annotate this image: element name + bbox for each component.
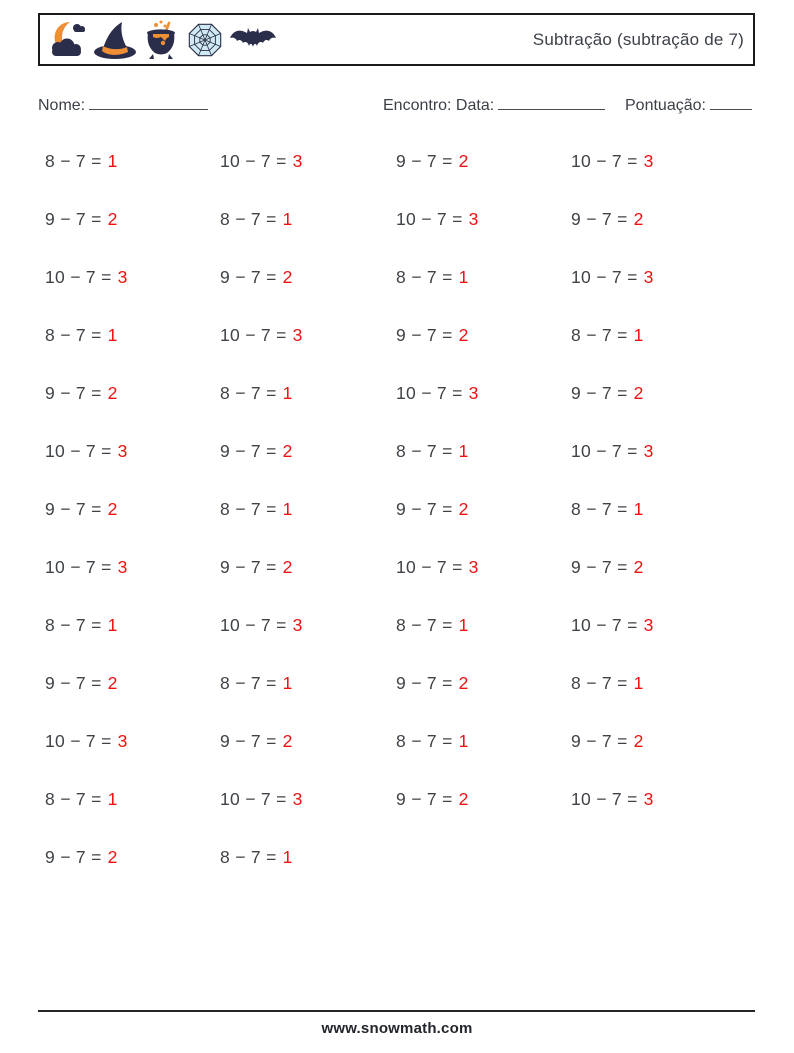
problem-answer: 3 — [643, 266, 654, 287]
problem-expression: 9 − 7 = — [396, 498, 453, 519]
problem-answer: 3 — [643, 440, 654, 461]
page-title: Subtração (subtração de 7) — [532, 29, 744, 49]
problem-cell — [220, 847, 293, 868]
problem-cell — [220, 499, 293, 520]
problem-expression: 8 − 7 = — [45, 324, 102, 345]
date-blank-line — [498, 96, 605, 110]
problem-expression: 10 − 7 = — [220, 614, 287, 635]
problem-expression: 8 − 7 = — [220, 846, 277, 867]
name-field — [38, 96, 208, 115]
problem-expression: 9 − 7 = — [220, 266, 277, 287]
problem-answer: 2 — [107, 672, 118, 693]
problem-answer: 2 — [107, 208, 118, 229]
problem-answer: 1 — [282, 498, 293, 519]
problem-cell — [571, 383, 644, 404]
problem-expression: 9 − 7 = — [571, 382, 628, 403]
problem-expression: 9 − 7 = — [396, 324, 453, 345]
problem-cell — [220, 789, 303, 810]
problem-expression: 10 − 7 = — [396, 208, 463, 229]
problem-answer: 2 — [633, 556, 644, 577]
problem-expression: 9 − 7 = — [396, 150, 453, 171]
problem-answer: 1 — [107, 614, 118, 635]
problem-cell — [571, 673, 644, 694]
problem-expression: 9 − 7 = — [396, 788, 453, 809]
problem-expression: 8 − 7 = — [571, 498, 628, 519]
problem-expression: 8 − 7 = — [220, 208, 277, 229]
problem-cell — [571, 789, 654, 810]
problem-answer: 1 — [282, 208, 293, 229]
problem-answer: 1 — [282, 846, 293, 867]
problem-cell — [45, 383, 118, 404]
problem-answer: 3 — [468, 208, 479, 229]
problem-answer: 2 — [458, 788, 469, 809]
problem-expression: 8 − 7 = — [571, 672, 628, 693]
problem-answer: 3 — [643, 614, 654, 635]
problem-expression: 10 − 7 = — [571, 266, 638, 287]
name-label: Nome: — [38, 97, 86, 114]
problem-answer: 2 — [458, 150, 469, 171]
problem-cell — [396, 441, 469, 462]
witch-hat-icon — [93, 20, 137, 60]
problem-answer: 2 — [633, 382, 644, 403]
problem-expression: 8 − 7 = — [571, 324, 628, 345]
problem-expression: 9 − 7 = — [571, 208, 628, 229]
problem-answer: 3 — [117, 556, 128, 577]
problem-answer: 2 — [282, 440, 293, 461]
problem-expression: 9 − 7 = — [45, 498, 102, 519]
problem-expression: 8 − 7 = — [396, 730, 453, 751]
problem-answer: 1 — [458, 614, 469, 635]
footer-url: www.snowmath.com — [321, 1020, 473, 1037]
problem-expression: 10 − 7 = — [571, 788, 638, 809]
cauldron-icon — [141, 20, 181, 60]
problem-cell — [45, 209, 118, 230]
problem-cell — [45, 557, 128, 578]
problem-expression: 10 − 7 = — [571, 440, 638, 461]
problem-expression: 10 − 7 = — [396, 556, 463, 577]
problems-grid — [45, 132, 757, 886]
problem-cell — [45, 731, 128, 752]
problem-answer: 1 — [282, 382, 293, 403]
problem-answer: 3 — [292, 614, 303, 635]
problem-cell — [571, 151, 654, 172]
problem-cell — [45, 673, 118, 694]
problem-answer: 2 — [458, 498, 469, 519]
problem-cell — [220, 615, 303, 636]
problem-cell — [45, 847, 118, 868]
problem-cell — [45, 151, 118, 172]
problem-answer: 2 — [107, 846, 118, 867]
problem-expression: 8 − 7 = — [396, 614, 453, 635]
problem-cell — [396, 615, 469, 636]
problem-answer: 1 — [458, 730, 469, 751]
problem-answer: 3 — [292, 324, 303, 345]
problem-expression: 9 − 7 = — [45, 382, 102, 403]
problem-answer: 2 — [458, 672, 469, 693]
problem-cell — [45, 267, 128, 288]
problem-answer: 2 — [282, 556, 293, 577]
problem-answer: 3 — [117, 266, 128, 287]
problem-cell — [220, 151, 303, 172]
problem-answer: 3 — [468, 556, 479, 577]
problem-cell — [45, 615, 118, 636]
problem-expression: 9 − 7 = — [45, 846, 102, 867]
score-label: Pontuação: — [625, 97, 706, 114]
problem-cell — [396, 499, 469, 520]
problem-cell — [45, 789, 118, 810]
footer-divider — [38, 1010, 755, 1012]
problem-answer: 3 — [292, 150, 303, 171]
problem-answer: 1 — [458, 266, 469, 287]
problem-answer: 1 — [107, 788, 118, 809]
problem-answer: 1 — [107, 324, 118, 345]
problem-cell — [220, 673, 293, 694]
problem-cell — [396, 731, 469, 752]
problem-expression: 10 − 7 = — [45, 730, 112, 751]
problem-expression: 9 − 7 = — [571, 556, 628, 577]
problem-expression: 10 − 7 = — [45, 556, 112, 577]
problem-expression: 9 − 7 = — [220, 440, 277, 461]
name-blank-line — [89, 96, 208, 110]
problem-cell — [220, 731, 293, 752]
problem-expression: 8 − 7 = — [220, 498, 277, 519]
problem-expression: 8 − 7 = — [45, 788, 102, 809]
problem-cell — [220, 441, 293, 462]
problem-cell — [571, 499, 644, 520]
problem-expression: 10 − 7 = — [45, 440, 112, 461]
problem-expression: 8 − 7 = — [45, 150, 102, 171]
problem-answer: 2 — [107, 498, 118, 519]
problem-expression: 9 − 7 = — [45, 208, 102, 229]
problem-expression: 10 − 7 = — [220, 788, 287, 809]
problem-expression: 9 − 7 = — [45, 672, 102, 693]
problem-cell — [571, 325, 644, 346]
problem-cell — [220, 383, 293, 404]
problem-cell — [220, 325, 303, 346]
problem-cell — [571, 557, 644, 578]
problem-cell — [571, 615, 654, 636]
score-field — [625, 96, 752, 115]
date-label: Encontro: Data: — [383, 97, 495, 114]
problem-cell — [571, 209, 644, 230]
problem-answer: 2 — [282, 730, 293, 751]
bat-icon — [229, 23, 277, 57]
problem-answer: 2 — [107, 382, 118, 403]
problem-answer: 3 — [117, 730, 128, 751]
problem-cell — [396, 151, 469, 172]
date-field — [383, 96, 605, 115]
problem-cell — [220, 267, 293, 288]
problem-answer: 3 — [292, 788, 303, 809]
spiderweb-icon — [185, 20, 225, 60]
problem-expression: 9 − 7 = — [396, 672, 453, 693]
problem-expression: 9 − 7 = — [220, 556, 277, 577]
problem-cell — [396, 267, 469, 288]
problem-cell — [396, 383, 479, 404]
problem-answer: 2 — [633, 730, 644, 751]
moon-cloud-icon — [47, 20, 89, 60]
problem-cell — [45, 499, 118, 520]
problem-expression: 10 − 7 = — [220, 150, 287, 171]
problem-cell — [396, 789, 469, 810]
problem-cell — [571, 731, 644, 752]
problem-answer: 1 — [633, 672, 644, 693]
problem-answer: 2 — [633, 208, 644, 229]
problem-answer: 1 — [633, 324, 644, 345]
problem-expression: 8 − 7 = — [45, 614, 102, 635]
problem-cell — [45, 325, 118, 346]
problem-expression: 10 − 7 = — [45, 266, 112, 287]
problem-cell — [396, 557, 479, 578]
problem-expression: 9 − 7 = — [220, 730, 277, 751]
problem-cell — [220, 557, 293, 578]
problem-expression: 8 − 7 = — [220, 382, 277, 403]
problem-expression: 8 − 7 = — [396, 266, 453, 287]
problem-expression: 10 − 7 = — [571, 614, 638, 635]
problem-expression: 8 − 7 = — [220, 672, 277, 693]
problem-cell — [396, 673, 469, 694]
problem-expression: 10 − 7 = — [396, 382, 463, 403]
problem-cell — [571, 441, 654, 462]
problem-answer: 3 — [643, 150, 654, 171]
problem-expression: 8 − 7 = — [396, 440, 453, 461]
info-row — [0, 96, 794, 118]
problem-expression: 10 − 7 = — [220, 324, 287, 345]
problem-answer: 2 — [282, 266, 293, 287]
problem-answer: 1 — [633, 498, 644, 519]
problem-answer: 1 — [282, 672, 293, 693]
header-icons — [40, 20, 277, 60]
problem-expression: 9 − 7 = — [571, 730, 628, 751]
problem-answer: 1 — [458, 440, 469, 461]
problem-cell — [396, 325, 469, 346]
header-box — [38, 13, 755, 66]
problem-answer: 3 — [117, 440, 128, 461]
problem-cell — [571, 267, 654, 288]
problem-answer: 3 — [468, 382, 479, 403]
problem-expression: 10 − 7 = — [571, 150, 638, 171]
problem-answer: 3 — [643, 788, 654, 809]
problem-cell — [396, 209, 479, 230]
problem-answer: 2 — [458, 324, 469, 345]
score-blank-line — [710, 96, 752, 110]
problem-cell — [220, 209, 293, 230]
problem-answer: 1 — [107, 150, 118, 171]
problem-cell — [45, 441, 128, 462]
